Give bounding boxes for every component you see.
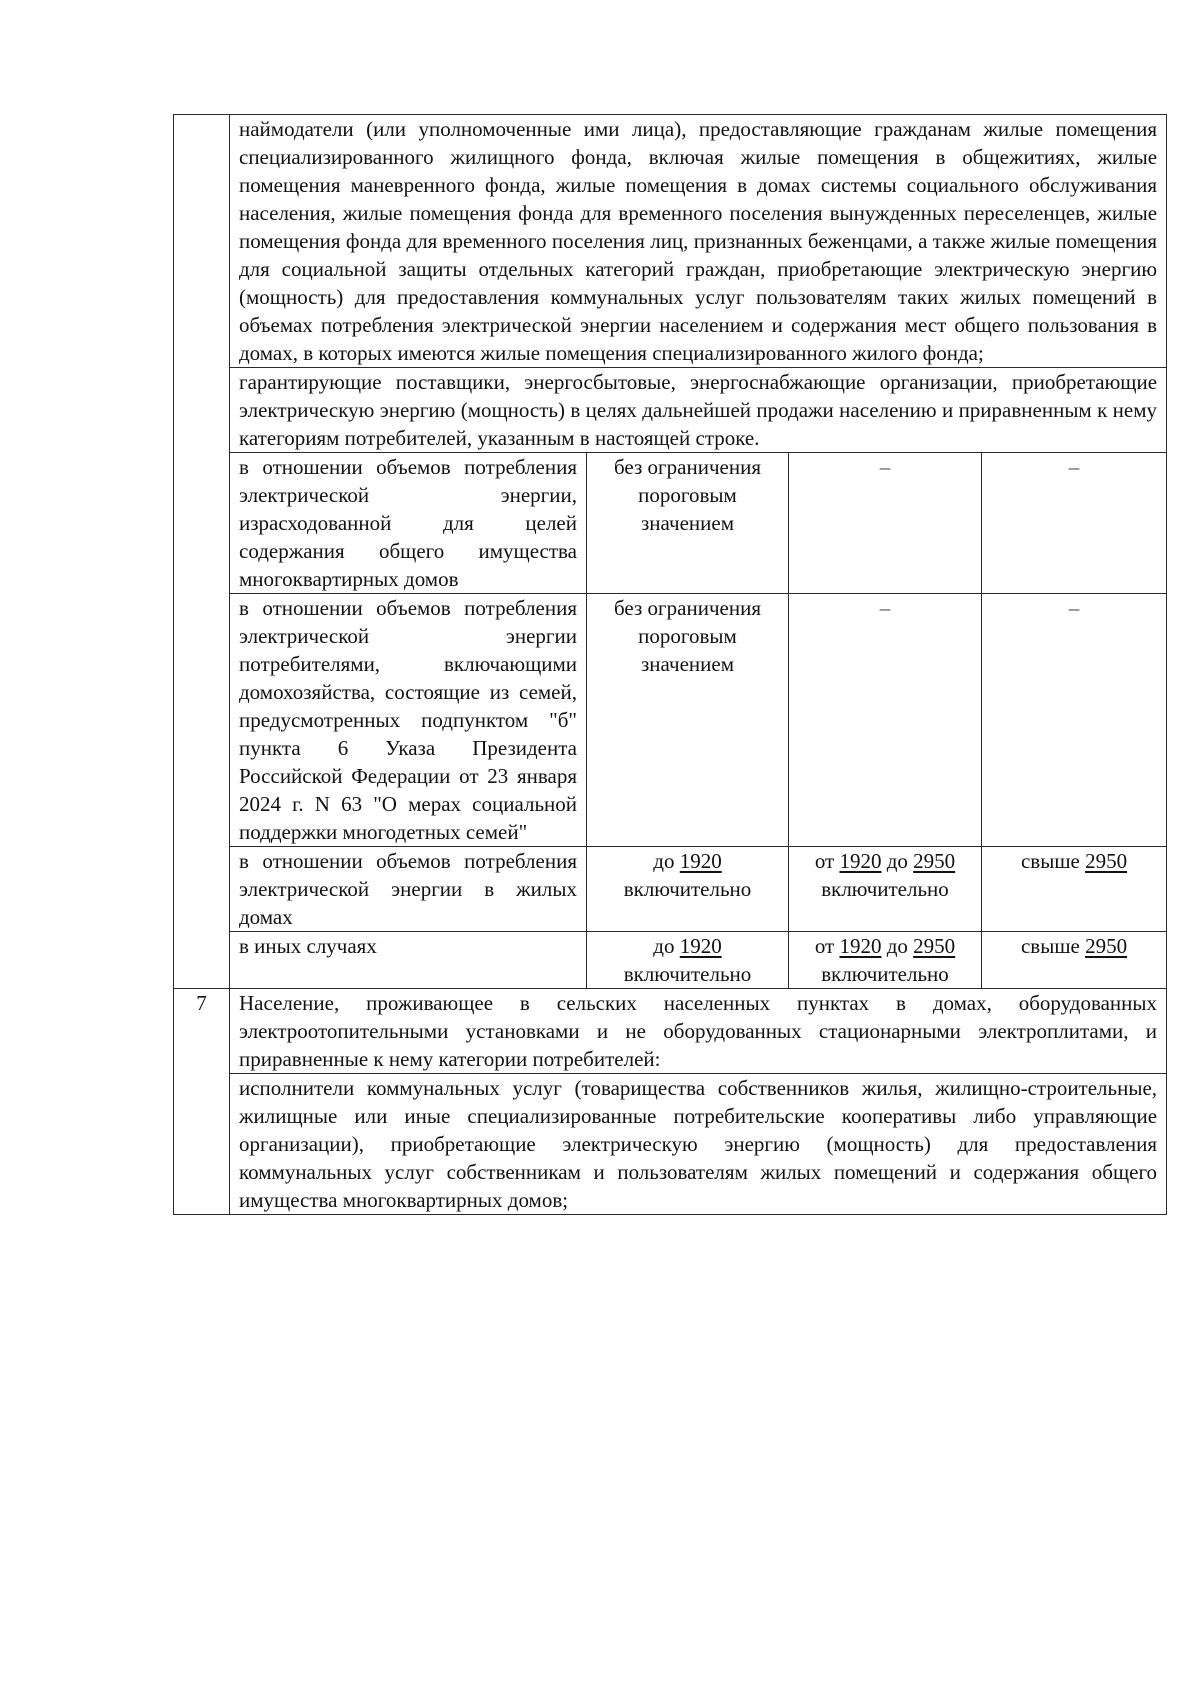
suffix-text: включительно [623, 877, 752, 901]
population-heading: Население, проживающее в сельских населенных пунктах в домах, оборудованных электроотопительными установками и не оборудованных стационарными электроплитами, и приравненные к нему категории потребителей: [230, 989, 1167, 1074]
landlords-paragraph: наймодатели (или уполномоченные ими лица), предоставляющие гражданам жилые помещения специализированного жилищного фонда, включая жилые помещения в общежитиях, жилые помещения маневренного фонда, жилые помещения в домах системы социального обслуживания населения, жилые помещения фонда для временного поселения вынужденных переселенцев, жилые помещения фонда для временного поселения лиц, признанных беженцами, а также жилые помещения для социальной защиты отдельных категорий граждан, приобретающие электрическую энергию (мощность) для предоставления коммунальных услуг пользователям таких жилых помещений в объемах потребления электрической энергии населением и содержания мест общего пользования в домах, в которых имеются жилые помещения специализированного жилого фонда; [230, 115, 1167, 368]
threshold-cell [587, 932, 789, 989]
prefix-text: свыше [1020, 934, 1080, 958]
threshold-cell [789, 932, 982, 989]
prefix-text: до [653, 934, 675, 958]
threshold-link[interactable]: 1920 [679, 934, 722, 958]
threshold-link[interactable]: 1920 [679, 849, 722, 873]
threshold-cell [982, 453, 1167, 594]
utilities-paragraph: исполнители коммунальных услуг (товарищества собственников жилья, жилищно-строительные, жилищные или иные специализированные потребительские кооперативы либо управляющие организации), приобретающие электрическую энергию (мощность) для предоставления коммунальных услуг собственникам и пользователям жилых помещений и содержания общего имущества многоквартирных домов; [230, 1074, 1167, 1215]
dash-value: – [879, 455, 891, 479]
table-row [174, 1074, 1167, 1215]
prefix-text: от [814, 934, 835, 958]
row-label: в отношении объемов потребления электрической энергии в жилых домах [230, 847, 587, 932]
threshold-cell [587, 847, 789, 932]
threshold-cell [789, 453, 982, 594]
threshold-link[interactable]: 2950 [913, 934, 956, 958]
table-row [174, 368, 1167, 453]
tariff-table [173, 114, 1167, 1215]
row-label: в иных случаях [230, 932, 587, 989]
suffix-text: включительно [821, 962, 949, 986]
threshold-link[interactable]: 2950 [1085, 849, 1128, 873]
threshold-link[interactable]: 2950 [913, 849, 956, 873]
prefix-text: до [653, 849, 675, 873]
prefix-text: до [886, 934, 908, 958]
threshold-link[interactable]: 1920 [839, 849, 882, 873]
row-label: в отношении объемов потребления электрической энергии, израсходованной для целей содержания общего имущества многоквартирных домов [230, 453, 587, 594]
threshold-cell [789, 847, 982, 932]
threshold-link[interactable]: 2950 [1085, 934, 1128, 958]
prefix-text: свыше [1020, 849, 1080, 873]
row-number-cell: 7 [174, 989, 230, 1215]
threshold-cell [982, 847, 1167, 932]
table-row [174, 453, 1167, 594]
dash-value: – [1068, 455, 1080, 479]
dash-value: – [1068, 596, 1080, 620]
threshold-cell [982, 594, 1167, 847]
table-row [174, 594, 1167, 847]
table-row [174, 115, 1167, 368]
threshold-cell [982, 932, 1167, 989]
prefix-text: до [886, 849, 908, 873]
row-number-cell [174, 115, 230, 989]
table-row [174, 932, 1167, 989]
table-row [174, 847, 1167, 932]
threshold-link[interactable]: 1920 [839, 934, 882, 958]
table-row [174, 989, 1167, 1074]
threshold-cell [789, 594, 982, 847]
dash-value: – [879, 596, 891, 620]
threshold-cell: без ограничения пороговым значением [587, 594, 789, 847]
threshold-cell: без ограничения пороговым значением [587, 453, 789, 594]
document-page [173, 114, 1166, 1215]
prefix-text: от [814, 849, 835, 873]
suppliers-paragraph: гарантирующие поставщики, энергосбытовые, энергоснабжающие организации, приобретающие электрическую энергию (мощность) в целях дальнейшей продажи населению и приравненным к нему категориям потребителей, указанным в настоящей строке. [230, 368, 1167, 453]
suffix-text: включительно [821, 877, 949, 901]
suffix-text: включительно [623, 962, 752, 986]
row-label: в отношении объемов потребления электрической энергии потребителями, включающими домохозяйства, состоящие из семей, предусмотренных подпунктом "б" пункта 6 Указа Президента Российской Федерации от 23 января 2024 г. N 63 "О мерах социальной поддержки многодетных семей" [230, 594, 587, 847]
